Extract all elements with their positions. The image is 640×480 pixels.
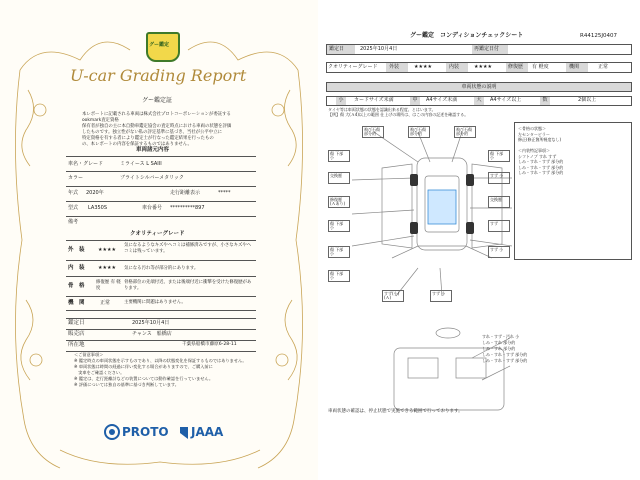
callout: 修復歴 (Ａあり) (328, 196, 350, 208)
value-dealer: チャンス 船橋店 (132, 331, 172, 337)
callout: すず 小 (488, 172, 510, 184)
legend-desc-count: 2個以上 (578, 97, 597, 103)
row-label-color: カラー (68, 175, 84, 181)
legend-desc-medium: A4サイズ未満 (426, 97, 458, 103)
date-value: 2025年10月4日 (360, 46, 398, 52)
callout: 飛び石傷 部分的 (454, 126, 476, 138)
report-title: U-car Grading Report (70, 66, 247, 85)
callout: 傷 下部 小 (328, 150, 350, 162)
row-label-chassis: 車台番号 (142, 205, 163, 211)
callout: 飛び石傷 部分的 (408, 126, 430, 138)
callout: すず 小 (488, 246, 510, 258)
intro-line: 保有者が独自の主に本自動車鑑定協会の査定時点における車両の状態を評価 (82, 124, 232, 129)
value-inspection-date: 2025年10月4日 (132, 320, 170, 326)
callout: 傷 下部 小 (488, 150, 510, 162)
goo-kantei-badge (146, 32, 180, 62)
notes-title: ＜ご留意事項＞ (74, 352, 104, 357)
label-address: 所在地 (68, 342, 85, 348)
exterior-stars: ★★★★ (414, 64, 432, 70)
quality-stars-interior: ★★★★ (98, 265, 116, 271)
interior-label: 内装 (446, 63, 468, 72)
notes-panel-text (518, 126, 563, 176)
interior-notes (482, 334, 527, 364)
interior-note: すれ・すず・汚れ 小 (482, 334, 520, 339)
note-line: しみ・すれ・すず 部分的 (518, 170, 564, 175)
state-title-text: 車両状態の説明 (461, 84, 497, 90)
certificate-subtitle: グー鑑定証 (142, 97, 173, 104)
engine-value: 正常 (598, 64, 609, 70)
quality-grade-label: クオリティーグレード (328, 64, 378, 70)
note-line: しみ・すれ・すず 部分的 (518, 164, 564, 170)
quality-desc-frame: 骨格部位の先端付近、または後端付近に衝撃を受けた修復歴があります。 (124, 280, 252, 291)
row-value-model: LA350S (88, 205, 108, 211)
interior-note: しみ・すれ・すず 部分的 (482, 358, 528, 363)
callout: 飛び石傷 部分的 (362, 126, 384, 138)
interior-note: しみ・すれ・すず 部分的 (482, 352, 528, 357)
quality-stars-frame: 修復歴 有 軽度 (96, 280, 121, 291)
repair-label: 修復歴 (506, 63, 528, 72)
state-title (326, 82, 632, 92)
quality-label-interior: 内 装 (68, 265, 85, 271)
label-dealer: 販売店 (68, 331, 85, 337)
quality-desc-exterior: 気になるようなキズやヘコミは補修済みですが、小さなキズやヘコミは残っています。 (124, 243, 252, 254)
jaaa-logo-text: JAAA (191, 425, 224, 439)
badge-label: グー鑑定 (149, 42, 170, 48)
callout: 傷 下部 小 (328, 246, 350, 258)
quality-label-engine: 機 関 (68, 300, 85, 306)
label-inspection-date: 鑑定日 (68, 320, 85, 326)
note-line: しみ・すれ・すず 部分的 (518, 159, 564, 164)
legend-desc-large: A4サイズ以上 (490, 97, 522, 103)
note-line: ※ 鑑定時点の車両状態を示すものであり、以降の状態変化を保証するものではありません。 (74, 358, 247, 363)
row-label-year: 年式 (68, 190, 79, 196)
callout: すず (488, 220, 510, 232)
legend-desc-small: カードサイズ未満 (354, 97, 394, 103)
row-label-name: 車名・グレード (68, 161, 104, 167)
row-value-color: ブライトシルバーメタリック (120, 175, 184, 181)
notes (74, 352, 254, 388)
row-value-name: ミライース L SAIII (120, 161, 162, 167)
quality-label-frame: 骨 格 (68, 283, 85, 289)
vehicle-table (66, 156, 256, 230)
callout: 傷 下部 小 (328, 220, 350, 232)
row-label-mileage: 走行距離表示 (170, 190, 201, 196)
quality-stars-engine: 正常 (100, 300, 111, 306)
intro-line: したものです。独立性がない私の評定基準に基づき、当社が公平中立に (82, 130, 222, 135)
note-line: ＜内装特記事項＞ (518, 148, 550, 153)
intro-line: 本レポートに記載される車両は株式会社プロトコーポレーションが委託するookmark査定資格 (82, 112, 231, 123)
note-line: 実車をご確認ください。 (74, 370, 125, 375)
interior-stars: ★★★★ (474, 64, 492, 70)
intro-text (82, 112, 242, 148)
quality-desc-engine: 主要機関に問題はありません。 (124, 300, 186, 305)
row-label-remarks: 備考 (68, 219, 79, 225)
note-line: ＜骨格の状態＞ (518, 126, 546, 131)
proto-logo-text: PROTO (122, 425, 169, 439)
doc-number: R44125J0407 (580, 33, 617, 39)
callout: 交換歴 (488, 196, 510, 208)
row-value-year: 2020年 (86, 190, 104, 196)
intro-line: 特定資格を有する者により鑑定士が行なった鑑定結果を行ったもの (82, 136, 214, 141)
note-line: ※ 車両状態は時間の経過に伴い変化する場合がありますので、ご購入前に (74, 364, 213, 369)
note-line: 左センターピラー (518, 131, 550, 137)
interior-note: しみ・すれ 部分的 (482, 346, 516, 351)
legend-size-large: 大 (474, 97, 484, 105)
quality-table (66, 240, 256, 312)
dealer-table (66, 318, 256, 352)
grading-certificate (0, 0, 318, 480)
callout: すず(小)(Ａ) (382, 290, 404, 302)
legend-size-count: 数 (540, 97, 550, 105)
row-value-mileage: ***** (218, 190, 231, 196)
legend-note: タイヤ等は車両状態の状態を認識出来る程度、とはいます。 (328, 107, 436, 112)
value-address: 千葉県船橋市藤原6-28-11 (182, 342, 237, 347)
callout: 傷 下部 小 (328, 270, 350, 282)
legend-size-medium: 中 (410, 97, 420, 105)
interior-note: しみ・すれ 部分的 (482, 340, 516, 345)
repair-value: 有 軽度 (532, 64, 549, 70)
row-value-chassis: **********897 (170, 205, 205, 211)
date-label: 鑑定日 (327, 45, 355, 54)
engine-label: 機関 (566, 63, 588, 72)
row-label-model: 型式 (68, 205, 79, 211)
note-line: ※ 評価については独自の基準に基づき判断しています。 (74, 382, 179, 387)
note-line: 修正(修正箇所軽度なし) (518, 137, 562, 142)
intro-line: の、本レポートの内容を保証するものではありません。 (82, 142, 192, 147)
quality-section-title: クオリティーグレード (130, 231, 185, 237)
sheet-title: グー鑑定 コンディションチェックシート (410, 32, 524, 39)
legend-note-2: 【例】傷 大(Ａ4)以上の範囲 仕上げの場所は、はこの内容の記述を確認する。 (328, 112, 469, 117)
condition-check-sheet (322, 0, 640, 480)
quality-label-exterior: 外 装 (68, 247, 85, 253)
warranty-label: 再鑑定日付 (472, 45, 508, 54)
legend-size-small: 小 (336, 97, 346, 105)
quality-stars-exterior: ★★★★ (98, 247, 116, 253)
exterior-label: 外装 (386, 63, 408, 72)
vehicle-section-title: 車両諸元内容 (136, 147, 170, 153)
sheet-footer: 車両状態の確認は、停止状態で実施できる範囲で行っております。 (328, 409, 463, 414)
quality-desc-interior: 気になる汚れ等が部分的にあります。 (124, 266, 199, 271)
callout: すず 小 (430, 290, 452, 302)
callout: 交換歴 (328, 172, 350, 184)
note-line: シフトノブ すれ すず (518, 153, 557, 159)
note-line: ※ 鑑定は、走行距離計などの装置については動作確認を行っていません。 (74, 376, 214, 381)
